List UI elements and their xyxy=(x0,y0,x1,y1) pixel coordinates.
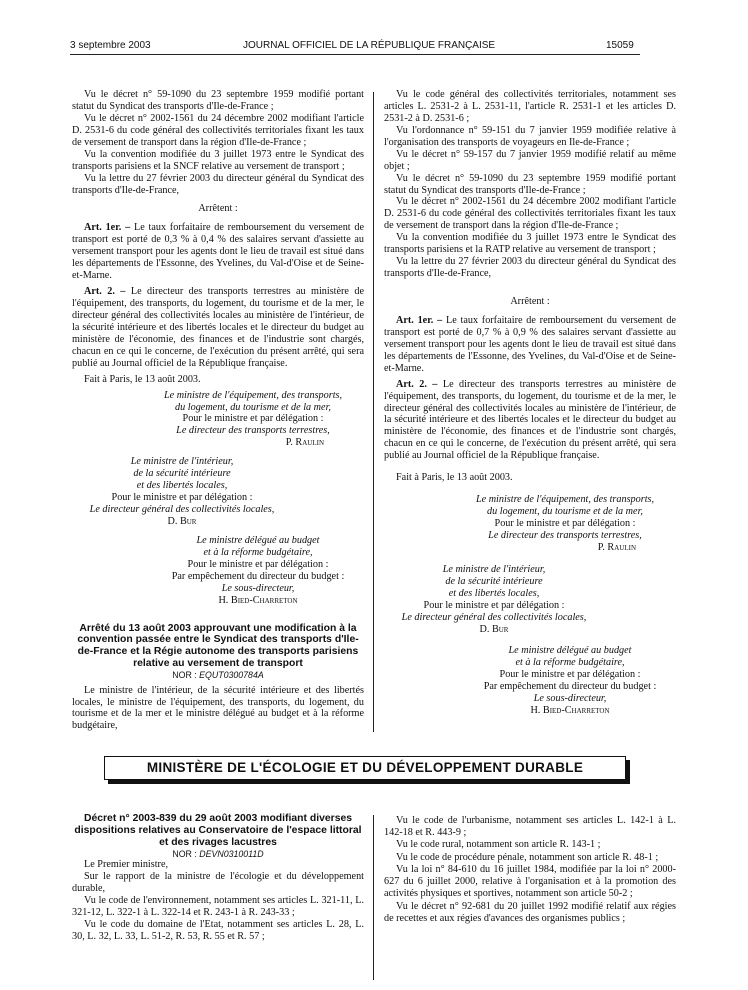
premier-ministre: Le Premier ministre, xyxy=(84,859,169,871)
signature-interieur-2: de la sécurité intérieure xyxy=(445,575,543,587)
article-1-text: Le taux forfaitaire de remboursement du versement de transport est porté de 0,7 % à 0,9 % des salaires servant d'assiette au versement transport pour les agents dont le lieu de travail est situé dans les départements de l'Essonne, des Yvelines, du Val-d'Oise et de Seine-et-Marne. xyxy=(384,314,677,374)
signature-interieur-director: Le directeur général des collectivités locales, xyxy=(89,504,275,515)
nor-code: DEVN0310011D xyxy=(199,848,264,859)
vu-paragraph: Vu le code de procédure pénale, notamment son article R. 48-1 ; xyxy=(396,851,659,863)
signature-empechement: Par empêchement du directeur du budget : xyxy=(483,681,657,693)
bottom-right-column xyxy=(384,815,676,925)
article-2-label: Art. 2. – xyxy=(84,286,126,298)
signature-delegation: Pour le ministre et par délégation : xyxy=(423,599,565,611)
right-column xyxy=(384,89,676,717)
signature-budget-1: Le ministre délégué au budget xyxy=(508,645,632,657)
signature-delegation: Pour le ministre et par délégation : xyxy=(494,518,636,529)
column-divider-bottom xyxy=(373,815,374,980)
signature-delegation: Pour le ministre et par délégation : xyxy=(187,558,329,570)
vu-paragraph: Vu le décret n° 59-1090 du 23 septembre 1959 modifié portant statut du Syndicat des transports d'Ile-de-France ; xyxy=(72,89,364,112)
signature-equipement-1: Le ministre de l'équipement, des transports, xyxy=(475,494,655,506)
vu-paragraph: Vu le code du domaine de l'Etat, notamment ses articles L. 28, L. 30, L. 32, L. 33, L. 51-2, R. 53, R. 55 et R. 57 ; xyxy=(72,918,364,942)
nor-code: EQUT0300784A xyxy=(199,670,264,681)
article-2-label: Art. 2. – xyxy=(396,378,438,390)
vu-paragraph: Vu la convention modifiée du 3 juillet 1973 entre le Syndicat des transports parisiens et la RATP relative au versement de transport ; xyxy=(384,232,676,256)
decret-heading: Décret n° 2003-839 du 29 août 2003 modifiant diverses dispositions relatives au Conservatoire de l'espace littoral et des rivages lacustres xyxy=(74,813,362,848)
header-title: JOURNAL OFFICIEL DE LA RÉPUBLIQUE FRANÇAISE xyxy=(243,40,496,51)
signature-delegation: Pour le ministre et par délégation : xyxy=(111,492,253,504)
bottom-left-column xyxy=(72,813,364,943)
arrete-label: Arrêtent : xyxy=(198,203,238,215)
left-column xyxy=(72,89,364,732)
signature-name-bied-charreton: H. Bied-Charreton xyxy=(218,594,298,606)
signature-name-raulin: P. Raulin xyxy=(285,437,324,449)
article-2-text: Le directeur des transports terrestres au ministère de l'équipement, des transports, du logement, du tourisme et de la mer, le directeur général des collectivités locales au ministère de l'intérieur, de la sécurité intérieure et des libertés locales et le directeur du budget au ministère de l'économie, des finances et de l'industrie sont chargés, chacun en ce qui le concerne, de l'exécution du présent arrêté, qui sera publié au Journal officiel de la République française. xyxy=(384,378,676,462)
nor-reference xyxy=(72,849,364,859)
vu-paragraph: Vu la lettre du 27 février 2003 du directeur général du Syndicat des transports d'Ile-de-France, xyxy=(384,256,676,280)
signature-interieur-1: Le ministre de l'intérieur, xyxy=(442,563,546,575)
article-1-label: Art. 1er. – xyxy=(84,222,131,234)
signature-name-bur: D. Bur xyxy=(479,623,509,635)
vu-paragraph: Vu le décret n° 59-1090 du 23 septembre 1959 modifié portant statut du Syndicat des transports d'Ile-de-France ; xyxy=(384,172,676,196)
signature-budget-2: et à la réforme budgétaire, xyxy=(515,657,625,669)
article-1-label: Art. 1er. – xyxy=(396,314,443,326)
vu-paragraph: Vu le code de l'urbanisme, notamment ses articles L. 142-1 à L. 142-18 et R. 443-9 ; xyxy=(384,815,676,839)
signature-interieur-3: et des libertés locales, xyxy=(448,587,540,599)
ministry-title-box: MINISTÈRE DE L'ÉCOLOGIE ET DU DÉVELOPPEMENT DURABLE xyxy=(104,756,626,780)
signature-interieur-director: Le directeur général des collectivités locales, xyxy=(401,611,587,623)
vu-paragraph: Vu le décret n° 92-681 du 20 juillet 1992 modifié relatif aux régies de recettes et aux régies d'avances des organismes publics ; xyxy=(384,900,676,924)
signature-interieur-3: et des libertés locales, xyxy=(136,480,228,492)
vu-paragraph: Vu le décret n° 2002-1561 du 24 décembre 2002 modifiant l'article D. 2531-6 du code général des collectivités territoriales fixant les taux de versement de transport dans la région d'Ile-de-France ; xyxy=(384,196,676,232)
signature-empechement: Par empêchement du directeur du budget : xyxy=(171,570,345,582)
ministers-intro: Le ministre de l'intérieur, de la sécurité intérieure et des libertés locales, le ministre de l'équipement, des transports, du logement, du tourisme et de la mer et le ministre délégué au budget et à la réforme budgétaire, xyxy=(72,684,364,732)
header-rule xyxy=(70,54,640,55)
signature-equipement-director: Le directeur des transports terrestres, xyxy=(488,529,642,541)
arrete-label: Arrêtent : xyxy=(510,296,550,307)
signature-name-bur: D. Bur xyxy=(167,515,197,527)
signature-equipement-2: du logement, du tourisme et de la mer, xyxy=(175,401,331,413)
article-1-text: Le taux forfaitaire de remboursement du versement de transport est porté de 0,3 % à 0,4 % des salaires servant d'assiette au versement transport pour les agents dont le lieu de travail est situé dans les départements de l'Essonne, des Yvelines, du Val-d'Oise et de Seine-et-Marne. xyxy=(72,222,365,282)
vu-paragraph: Vu la loi n° 84-610 du 16 juillet 1984, modifiée par la loi n° 2000-627 du 6 juillet 2000, relative à l'organisation et à la promotion des activités physiques et sportives, notamment son article 50-2 ; xyxy=(384,863,676,900)
nor-reference xyxy=(72,670,364,680)
signature-sous-directeur: Le sous-directeur, xyxy=(221,582,295,594)
fait-a-paris: Fait à Paris, le 13 août 2003. xyxy=(396,472,513,484)
signature-budget-2: et à la réforme budgétaire, xyxy=(203,546,313,558)
arrete-heading: Arrêté du 13 août 2003 approuvant une modification à la convention passée entre le Syndicat des transports d'Ile-de-France et la Régie autonome des transports parisiens relative au versement de transport xyxy=(77,622,359,670)
signature-budget-1: Le ministre délégué au budget xyxy=(196,534,320,546)
signature-equipement-2: du logement, du tourisme et de la mer, xyxy=(487,506,643,518)
vu-paragraph: Vu l'ordonnance n° 59-151 du 7 janvier 1959 modifiée relative à l'organisation des transports de voyageurs en Ile-de-France ; xyxy=(384,124,676,148)
signature-equipement-director: Le directeur des transports terrestres, xyxy=(176,425,330,437)
signature-name-raulin: P. Raulin xyxy=(597,541,636,553)
vu-paragraph: Vu la lettre du 27 février 2003 du directeur général du Syndicat des transports d'Ile-de-France, xyxy=(72,172,364,196)
vu-paragraph: Vu le décret n° 2002-1561 du 24 décembre 2002 modifiant l'article D. 2531-6 du code général des collectivités territoriales fixant les taux de versement de transport dans la région d'Ile-de-France ; xyxy=(72,112,364,148)
header-date: 3 septembre 2003 xyxy=(70,40,151,51)
vu-paragraph: Vu le code rural, notamment son article R. 143-1 ; xyxy=(396,839,601,851)
vu-paragraph: Vu le code général des collectivités territoriales, notamment ses articles L. 2531-2 à L. 2531-11, l'article R. 2531-1 et les articles D. 2531-2 à D. 2531-6 ; xyxy=(384,89,676,124)
vu-paragraph: Vu le code de l'environnement, notamment ses articles L. 321-11, L. 321-12, L. 322-1 à L. 322-14 et R. 243-1 à R. 243-33 ; xyxy=(72,894,364,918)
signature-delegation: Pour le ministre et par délégation : xyxy=(182,413,324,425)
nor-label: NOR : xyxy=(172,848,197,859)
vu-paragraph: Vu la convention modifiée du 3 juillet 1973 entre le Syndicat des transports parisiens et la SNCF relative au versement de transport ; xyxy=(72,148,364,172)
page-number: 15059 xyxy=(606,40,634,51)
signature-equipement-1: Le ministre de l'équipement, des transports, xyxy=(163,389,343,401)
signature-interieur-2: de la sécurité intérieure xyxy=(133,468,231,480)
article-2-text: Le directeur des transports terrestres au ministère de l'équipement, des transports, du logement, du tourisme et de la mer, le directeur général des collectivités locales au ministère de l'intérieur, de la sécurité intérieure et des libertés locales et le directeur du budget au ministère de l'économie, des finances et de l'industrie sont chargés, chacun en ce qui le concerne, de l'exécution du présent arrêté, qui sera publié au Journal officiel de la République française. xyxy=(72,286,364,369)
signature-delegation: Pour le ministre et par délégation : xyxy=(499,669,641,681)
column-divider xyxy=(373,92,374,732)
signature-interieur-1: Le ministre de l'intérieur, xyxy=(130,456,234,468)
signature-name-bied-charreton: H. Bied-Charreton xyxy=(530,705,610,717)
nor-label: NOR : xyxy=(172,670,197,681)
sur-le-rapport: Sur le rapport de la ministre de l'écologie et du développement durable, xyxy=(72,871,364,895)
fait-a-paris: Fait à Paris, le 13 août 2003. xyxy=(84,373,201,385)
signature-sous-directeur: Le sous-directeur, xyxy=(533,693,607,705)
vu-paragraph: Vu le décret n° 59-157 du 7 janvier 1959 modifié relatif au même objet ; xyxy=(384,148,676,172)
